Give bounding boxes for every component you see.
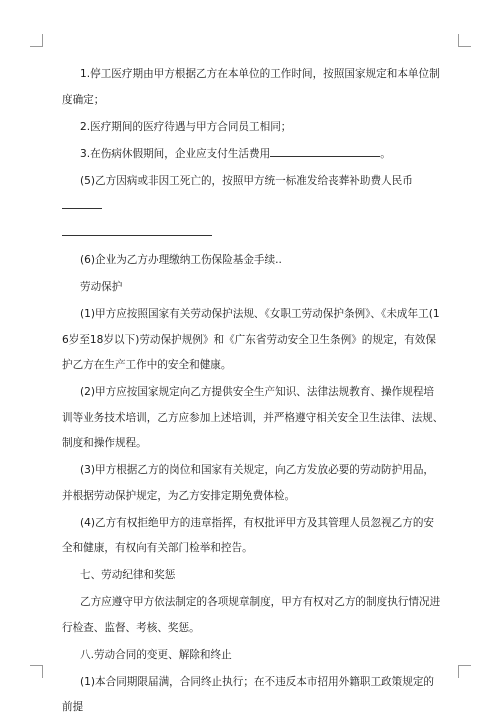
page-corner-mark-top-right: [458, 34, 471, 47]
document-body: [62, 62, 444, 722]
paragraph-refuse-violations: (4)乙方有权拒绝甲方的违章指挥，有权批评甲方及其管理人员忽视乙方的安全和健康，有权向有关部门检举和控告。: [62, 516, 435, 554]
funeral-subsidy-text: (5)乙方因病或非因工死亡的，按照甲方统一标准发给丧葬补助费人民币: [80, 174, 413, 187]
blank-line: [62, 198, 102, 209]
paragraph-protection-regulations: (1)甲方应按照国家有关劳动保护法规、《女职工劳动保护条例》、《未成年工(16岁至18岁以下)劳动保护规例》和《广东省劳动安全卫生条例》的规定，有效保护乙方在生产工作中的安全和健康。: [62, 308, 440, 371]
blank-line: [62, 225, 212, 236]
page-corner-mark-top-left: [30, 34, 43, 47]
paragraph-injury-insurance: (6)企业为乙方办理缴纳工伤保险基金手续..: [80, 254, 282, 266]
paragraph-protective-equipment: (3)甲方根据乙方的岗位和国家有关规定，向乙方发放必要的劳动防护用品，并根据劳动保护规定，为乙方安排定期免费体检。: [62, 464, 435, 502]
section-heading-contract-changes: 八.劳动合同的变更、解除和终止: [80, 648, 232, 661]
paragraph-medical-period: 1.停工医疗期由甲方根据乙方在本单位的工作时间，按照国家规定和本单位制度确定；: [62, 68, 440, 106]
page-corner-mark-bottom-right: [458, 665, 471, 678]
section-heading-labor-protection: 劳动保护: [80, 281, 123, 293]
paragraph-funeral-subsidy-continued: [62, 221, 444, 247]
living-expenses-text: 3.在伤病休假期间，企业应支付生活费用: [80, 147, 271, 160]
page-corner-mark-bottom-left: [30, 665, 43, 678]
section-heading-discipline: 七、劳动纪律和奖惩: [80, 569, 176, 581]
paragraph-contract-expiry: (1)本合同期限届满，合同终止执行；在不违反本市招用外籍职工政策规定的前提: [62, 675, 435, 713]
paragraph-living-expenses: [62, 142, 444, 168]
living-expenses-end: 。: [380, 147, 391, 160]
paragraph-medical-treatment: 2.医疗期间的医疗待遇与甲方合同员工相同；: [80, 120, 292, 133]
paragraph-rules-compliance: 乙方应遵守甲方依法制定的各项规章制度，甲方有权对乙方的制度执行情况进行检查、监督、考核、奖惩。: [62, 596, 441, 634]
paragraph-safety-training: (2)甲方应按国家规定向乙方提供安全生产知识、法律法规教育、操作规程培训等业务技术培训，乙方应参加上述培训，并严格遵守相关安全卫生法律、法规、制度和操作规程。: [62, 386, 444, 449]
paragraph-funeral-subsidy: [62, 169, 444, 220]
blank-line: [270, 146, 380, 157]
